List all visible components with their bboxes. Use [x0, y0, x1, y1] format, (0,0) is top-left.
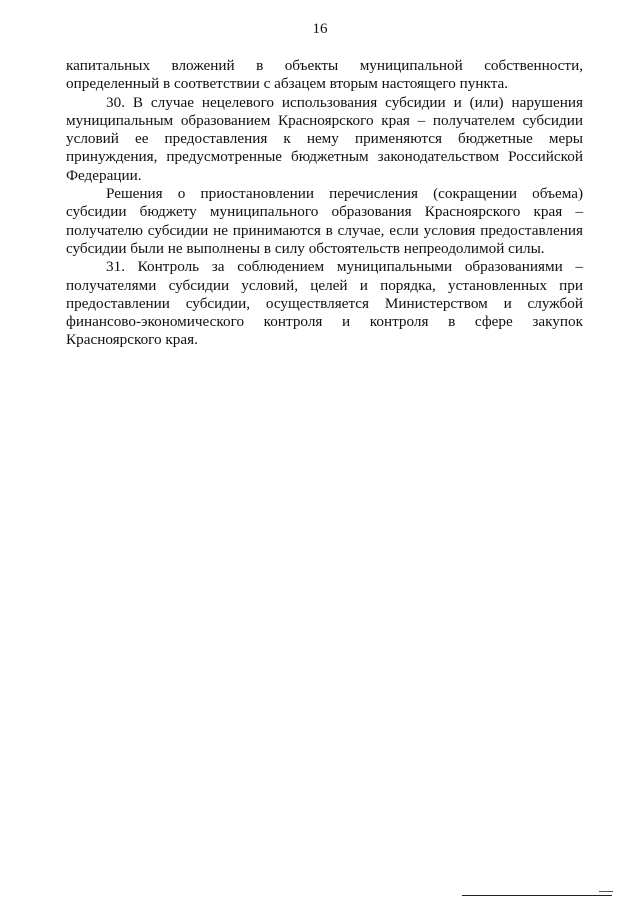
paragraph-suspension-decisions: Решения о приостановлении перечисления (сокращении объема) субсидии бюджету муниципального образования Красноярского края – получателю субсидии не принимаются в случае, если условия предоставления субсидии были не выполнены в силу обстоятельств непреодолимой силы.: [66, 185, 583, 257]
paragraph-item-30: 30. В случае нецелевого использования субсидии и (или) нарушения муниципальным образованием Красноярского края – получателем субсидии условий ее предоставления к нему применяются бюджетные меры принуждения, предусмотренные бюджетным законодательством Российской Федерации.: [66, 93, 583, 184]
document-body: [66, 57, 583, 350]
footer-rule: [462, 895, 612, 896]
page-number: 16: [312, 21, 328, 37]
paragraph-item-31: 31. Контроль за соблюдением муниципальными образованиями – получателями субсидии условий, целей и порядка, установленных при предоставлении субсидии, осуществляется Министерством и службой финансово-экономического контроля и контроля в сфере закупок Красноярского края.: [66, 258, 583, 349]
footer-rule-mark: [599, 891, 613, 892]
paragraph-continuation: капитальных вложений в объекты муниципальной собственности, определенный в соответствии с абзацем вторым настоящего пункта.: [66, 57, 583, 93]
